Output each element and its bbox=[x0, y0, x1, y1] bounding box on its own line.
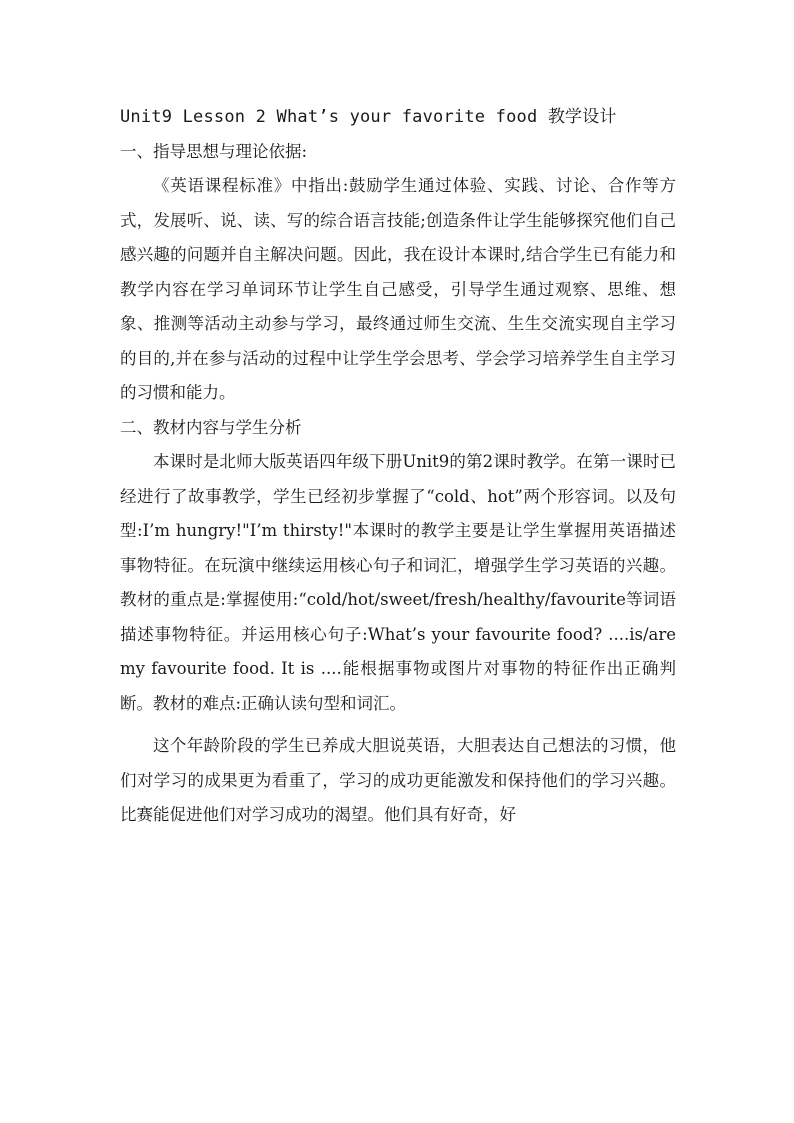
document-body bbox=[120, 100, 676, 833]
paragraph: 《英语课程标准》中指出:鼓励学生通过体验、实践、讨论、合作等方式，发展听、说、读、写的综合语言技能;创造条件让学生能够探究他们自己感兴趣的问题并自主解决问题。因此，我在设计本课时,结合学生已有能力和教学内容在学习单词环节让学生自己感受，引导学生通过观察、思维、想象、推测等活动主动参与学习，最终通过师生交流、生生交流实现自主学习的目的,并在参与活动的过程中让学生学会思考、学会学习培养学生自主学习的习惯和能力。 bbox=[120, 176, 676, 402]
paragraph: 这个年龄阶段的学生已养成大胆说英语，大胆表达自己想法的习惯，他们对学习的成果更为看重了，学习的成功更能激发和保持他们的学习兴趣。比赛能促进他们对学习成功的渴望。他们具有好奇，好 bbox=[120, 736, 676, 824]
section-heading: 一、指导思想与理论依据: bbox=[120, 141, 308, 161]
section-guiding-thought bbox=[120, 135, 676, 411]
section-material-analysis bbox=[120, 411, 676, 833]
document-title: Unit9 Lesson 2 What’s your favorite food 教学设计 bbox=[120, 107, 617, 127]
section-heading: 二、教材内容与学生分析 bbox=[120, 417, 302, 437]
paragraph: 本课时是北师大版英语四年级下册Unit9的第2课时教学。在第一课时已经进行了故事教学，学生已经初步掌握了“cold、hot”两个形容词。以及句型:I’m hungry!"I’m thirsty!"本课时的教学主要是让学生掌握用英语描述事物特征。在玩演中继续运用核心句子和词汇，增强学生学习英语的兴趣。教材的重点是:掌握使用:“cold/hot/sweet/fresh/healthy/favourite等词语描述事物特征。并运用核心句子:What’s your favourite food? ....is/are my favourite food. It is ....能根据事物或图片对事物的特征作出正确判断。教材的难点:正确认读句型和词汇。 bbox=[120, 452, 676, 713]
